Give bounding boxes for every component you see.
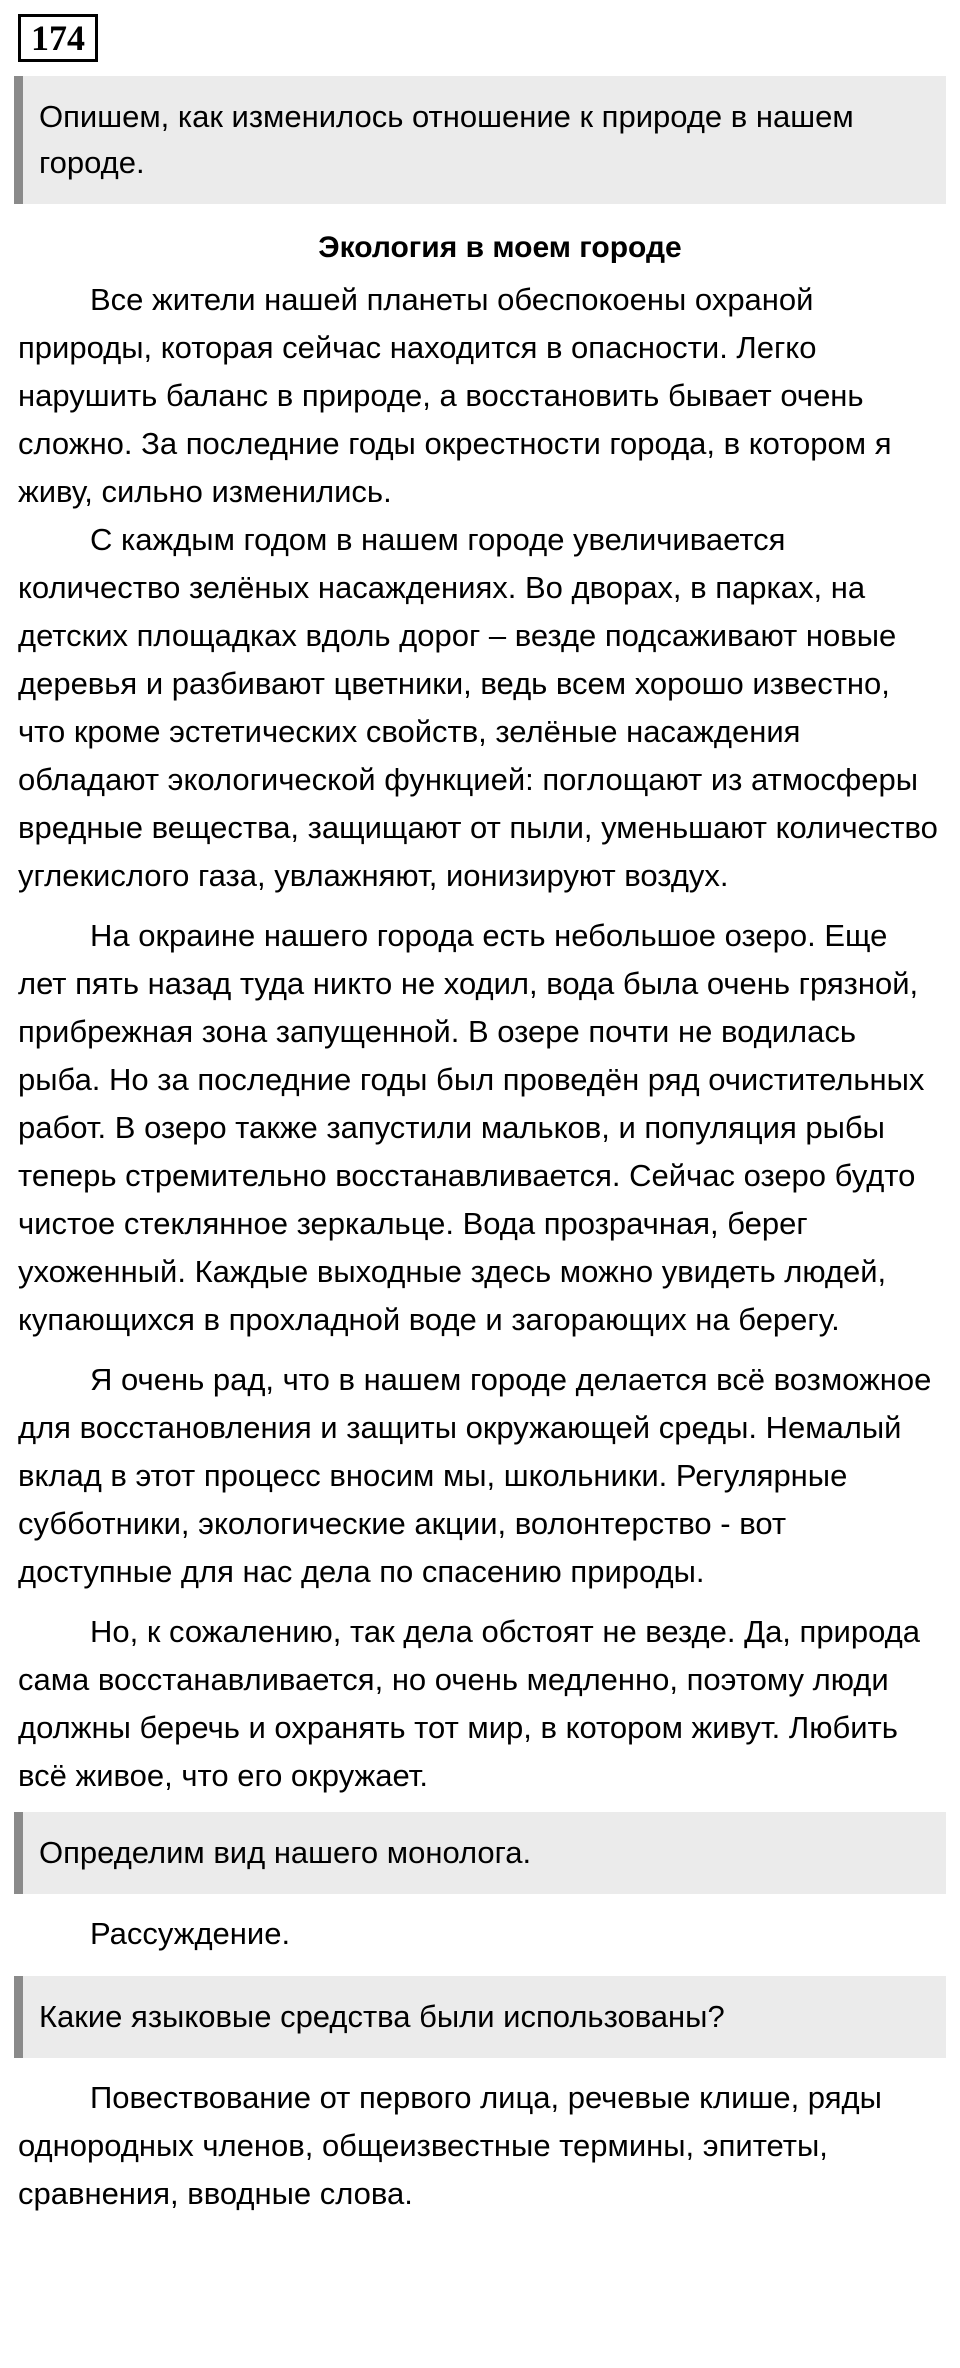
essay-paragraph-3: На окраине нашего города есть небольшое озеро. Еще лет пять назад туда никто не ходил, вода была очень грязной, прибрежная зона запущенной. В озере почти не водилась рыба. Но за последние годы был проведён ряд очистительных работ. В озеро также запустили мальков, и популяция рыбы теперь стремительно восстанавливается. Сейчас озеро будто чистое стеклянное зеркальце. Вода прозрачная, берег ухоженный. Каждые выходные здесь можно увидеть людей, купающихся в прохладной воде и загорающих на берегу.: [18, 918, 925, 1337]
prompt-describe-attitude: Опишем, как изменилось отношение к природе в нашем городе.: [14, 76, 946, 204]
answer-monologue-type: Рассуждение.: [90, 1916, 291, 1951]
task-number: 174: [18, 14, 98, 62]
prompt-language-means: Какие языковые средства были использованы?: [14, 1976, 946, 2058]
essay-paragraph-5: Но, к сожалению, так дела обстоят не везде. Да, природа сама восстанавливается, но очень медленно, поэтому люди должны беречь и охранять тот мир, в котором живут. Любить всё живое, что его окружает.: [18, 1614, 921, 1793]
essay-paragraph-4: Я очень рад, что в нашем городе делается всё возможное для восстановления и защиты окружающей среды. Немалый вклад в этот процесс вносим мы, школьники. Регулярные субботники, экологические акции, волонтерство - вот доступные для нас дела по спасению природы.: [18, 1362, 932, 1589]
answer-language-means: Повествование от первого лица, речевые клише, ряды однородных членов, общеизвестные термины, эпитеты, сравнения, вводные слова.: [18, 2080, 882, 2211]
essay-paragraph-2: С каждым годом в нашем городе увеличивается количество зелёных насаждениях. Во дворах, в парках, на детских площадках вдоль дорог – везде подсаживают новые деревья и разбивают цветники, ведь всем хорошо известно, что кроме эстетических свойств, зелёные насаждения обладают экологической функцией: поглощают из атмосферы вредные вещества, защищают от пыли, уменьшают количество углекислого газа, увлажняют, ионизируют воздух.: [18, 522, 938, 893]
essay-paragraph-1: Все жители нашей планеты обеспокоены охраной природы, которая сейчас находится в опасности. Легко нарушить баланс в природе, а восстановить бывает очень сложно. За последние годы окрестности города, в котором я живу, сильно изменились.: [18, 282, 892, 509]
essay-title: Экология в моем городе: [318, 231, 682, 264]
prompt-monologue-type: Определим вид нашего монолога.: [14, 1812, 946, 1894]
